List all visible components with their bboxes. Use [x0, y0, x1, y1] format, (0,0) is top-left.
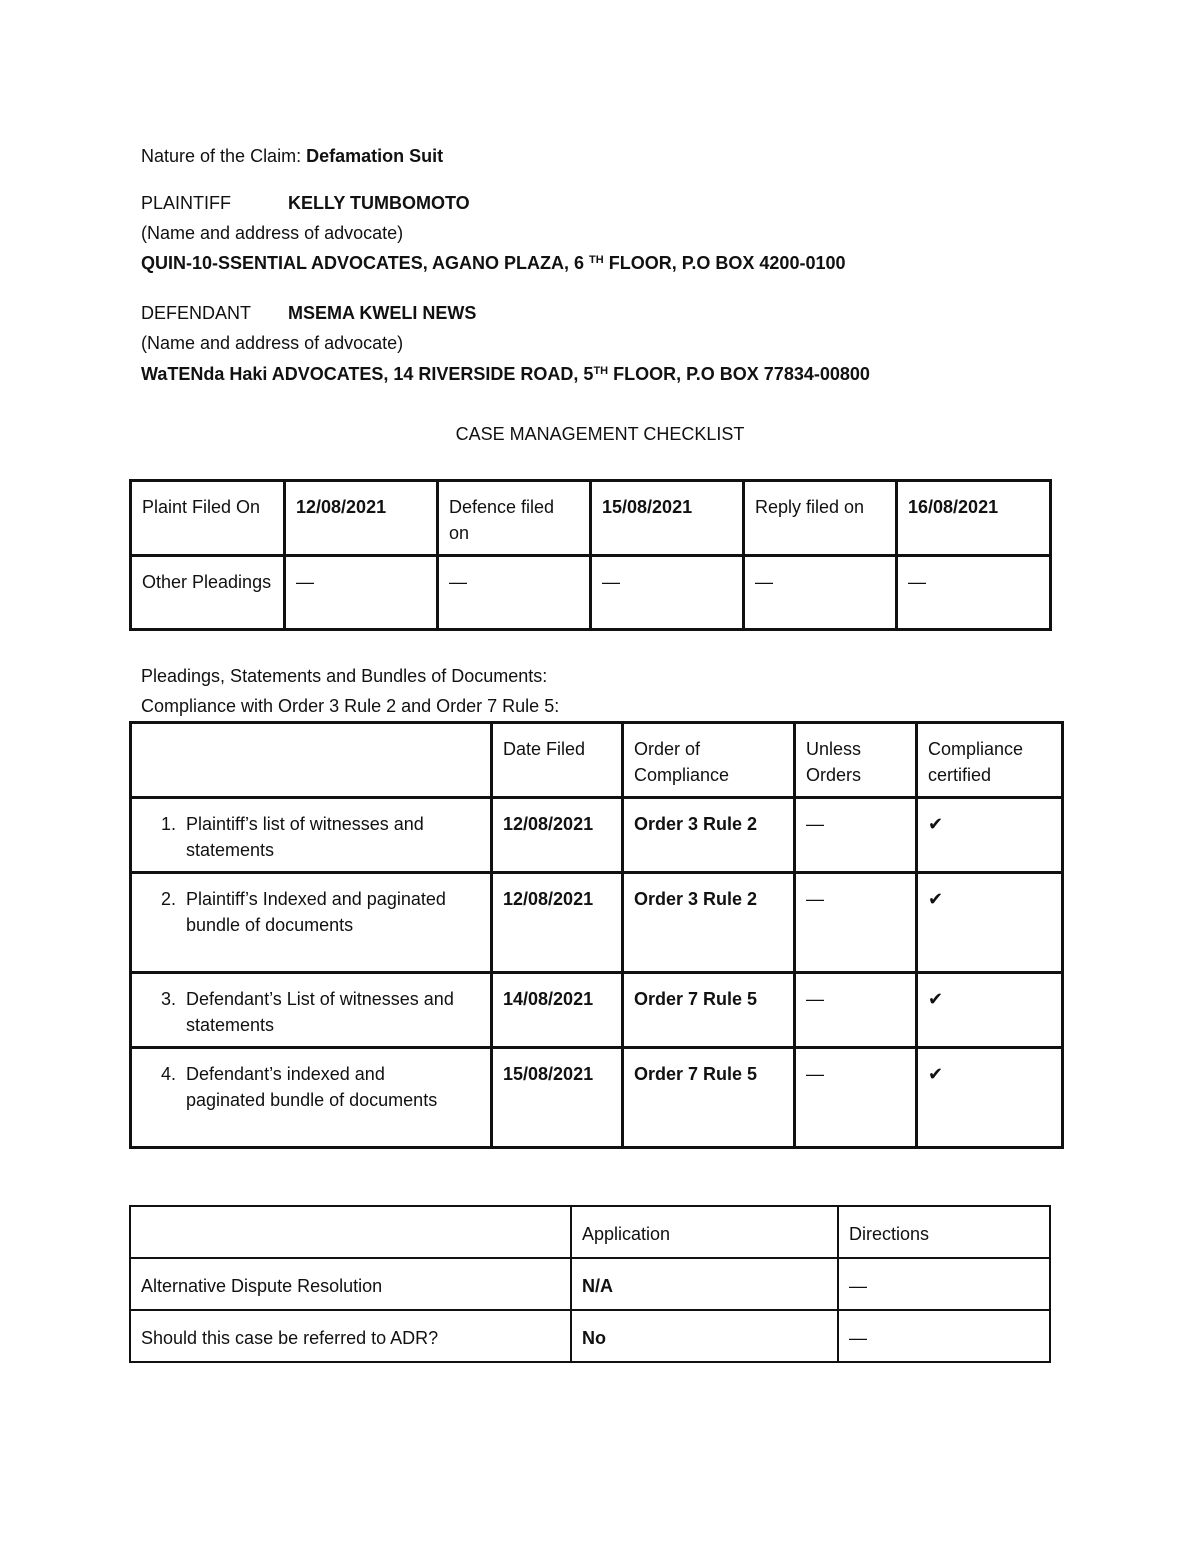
cell-date: 12/08/2021	[285, 481, 438, 556]
plaintiff-advocate-label: (Name and address of advocate)	[141, 223, 404, 243]
checkmark-icon: ✔	[917, 1048, 1063, 1148]
filing-row	[131, 481, 1051, 556]
order-cell: Order 3 Rule 2	[623, 873, 795, 973]
plaintiff-advocate-address: QUIN-10-SSENTIAL ADVOCATES, AGANO PLAZA, 6 $^{TH}$ FLOOR, P.O BOX 4200-0100	[141, 253, 846, 273]
adr-application: N/A	[571, 1258, 838, 1310]
cell-dash: —	[591, 556, 744, 630]
date-cell: 12/08/2021	[492, 798, 623, 873]
header-order: Order of Compliance	[623, 723, 795, 798]
checklist-title: CASE MANAGEMENT CHECKLIST	[455, 424, 745, 444]
cell-label: Other Pleadings	[131, 556, 285, 630]
defendant-advocate-address: WaTENda Haki ADVOCATES, 14 RIVERSIDE ROAD, 5TH FLOOR, P.O BOX 77834-00800	[141, 364, 870, 384]
cell-label: Plaint Filed On	[131, 481, 285, 556]
cell-dash: —	[438, 556, 591, 630]
adr-directions: —	[838, 1258, 1050, 1310]
item-cell: 4. Defendant’s indexed and paginated bundle of documents	[131, 1048, 492, 1148]
filing-row	[131, 556, 1051, 630]
order-cell: Order 7 Rule 5	[623, 973, 795, 1048]
table-row	[130, 1310, 1050, 1362]
adr-header-row	[130, 1206, 1050, 1258]
header-directions: Directions	[838, 1206, 1050, 1258]
date-cell: 14/08/2021	[492, 973, 623, 1048]
checkmark-icon: ✔	[917, 873, 1063, 973]
table-row	[130, 1258, 1050, 1310]
checkmark-icon: ✔	[917, 973, 1063, 1048]
section-heading-2: Compliance with Order 3 Rule 2 and Order 7 Rule 5:	[141, 696, 560, 716]
plaintiff-line: PLAINTIFF KELLY TUMBOMOTO	[141, 193, 470, 213]
unless-cell: —	[795, 798, 917, 873]
nature-of-claim: Nature of the Claim: Defamation Suit	[141, 146, 444, 166]
order-cell: Order 7 Rule 5	[623, 1048, 795, 1148]
item-cell: 1. Plaintiff’s list of witnesses and statements	[131, 798, 492, 873]
header-unless: Unless Orders	[795, 723, 917, 798]
compliance-table	[129, 721, 1064, 1149]
unless-cell: —	[795, 1048, 917, 1148]
header-application: Application	[571, 1206, 838, 1258]
date-cell: 12/08/2021	[492, 873, 623, 973]
adr-application: No	[571, 1310, 838, 1362]
unless-cell: —	[795, 973, 917, 1048]
header-date-filed: Date Filed	[492, 723, 623, 798]
cell-label: Reply filed on	[744, 481, 897, 556]
adr-directions: —	[838, 1310, 1050, 1362]
order-cell: Order 3 Rule 2	[623, 798, 795, 873]
cell-label: Defence filed on	[438, 481, 591, 556]
table-row	[131, 798, 1063, 873]
cell-dash: —	[897, 556, 1051, 630]
header-certified: Compliance certified	[917, 723, 1063, 798]
cell-dash: —	[285, 556, 438, 630]
date-cell: 15/08/2021	[492, 1048, 623, 1148]
item-cell: 3. Defendant’s List of witnesses and statements	[131, 973, 492, 1048]
defendant-line: DEFENDANT MSEMA KWELI NEWS	[141, 303, 477, 323]
cell-date: 16/08/2021	[897, 481, 1051, 556]
table-row	[131, 1048, 1063, 1148]
item-cell: 2. Plaintiff’s Indexed and paginated bundle of documents	[131, 873, 492, 973]
section-heading-1: Pleadings, Statements and Bundles of Documents:	[141, 666, 548, 686]
adr-table	[129, 1205, 1051, 1363]
cell-dash: —	[744, 556, 897, 630]
compliance-header-row	[131, 723, 1063, 798]
filing-dates-table	[129, 479, 1052, 631]
unless-cell: —	[795, 873, 917, 973]
header-empty	[131, 723, 492, 798]
header-empty	[130, 1206, 571, 1258]
adr-label: Alternative Dispute Resolution	[130, 1258, 571, 1310]
cell-date: 15/08/2021	[591, 481, 744, 556]
table-row	[131, 873, 1063, 973]
adr-label: Should this case be referred to ADR?	[130, 1310, 571, 1362]
table-row	[131, 973, 1063, 1048]
checkmark-icon: ✔	[917, 798, 1063, 873]
defendant-advocate-label: (Name and address of advocate)	[141, 333, 404, 353]
